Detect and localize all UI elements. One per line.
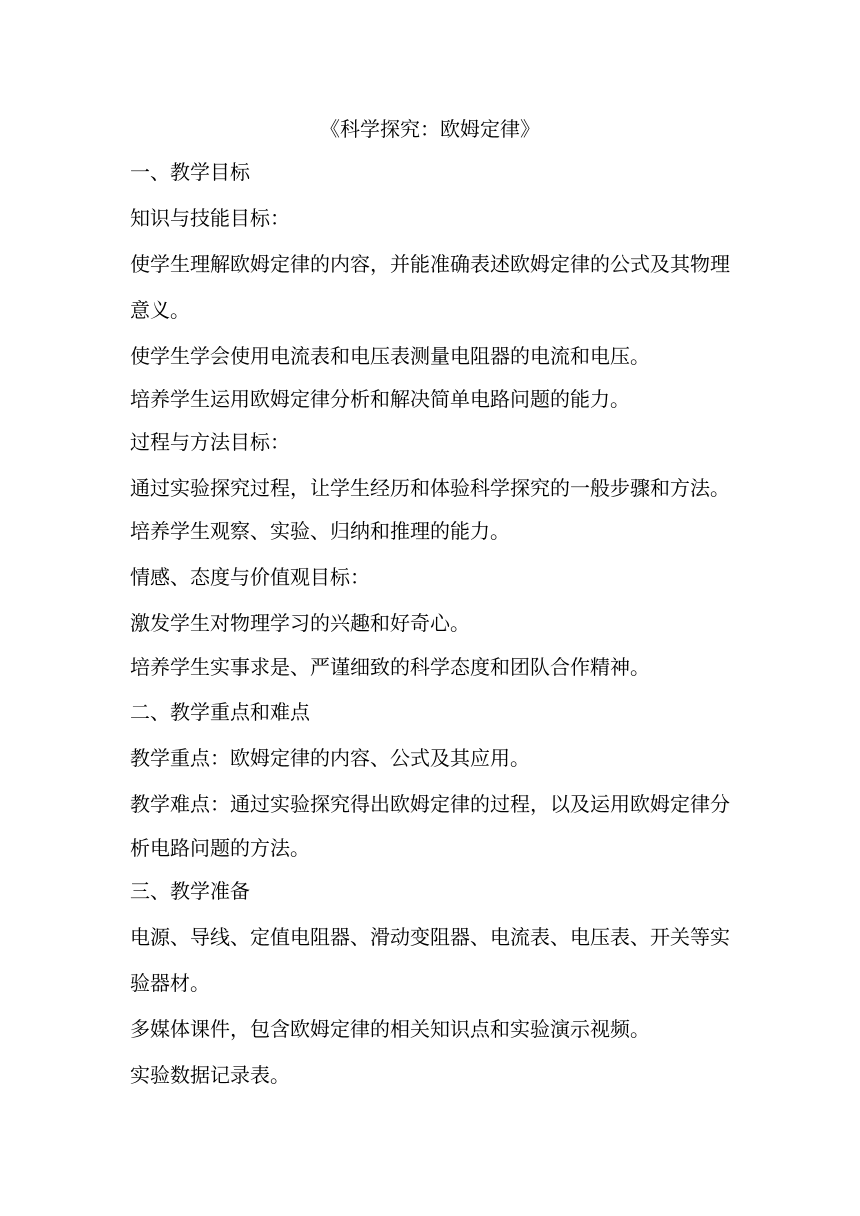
paragraph-line: 培养学生观察、实验、归纳和推理的能力。 (130, 519, 510, 543)
paragraph-line: 激发学生对物理学习的兴趣和好奇心。 (130, 611, 470, 635)
paragraph-line: 实验数据记录表。 (130, 1063, 290, 1087)
paragraph-line: 培养学生实事求是、严谨细致的科学态度和团队合作精神。 (130, 655, 650, 679)
paragraph-line: 意义。 (130, 298, 190, 322)
paragraph-line: 析电路问题的方法。 (130, 836, 310, 860)
paragraph-line: 教学难点：通过实验探究得出欧姆定律的过程，以及运用欧姆定律分 (130, 792, 730, 816)
paragraph-line: 多媒体课件，包含欧姆定律的相关知识点和实验演示视频。 (130, 1017, 650, 1041)
paragraph-line: 验器材。 (130, 971, 210, 995)
paragraph-line: 使学生理解欧姆定律的内容，并能准确表述欧姆定律的公式及其物理 (130, 252, 730, 276)
section-heading-preparation: 三、教学准备 (130, 879, 250, 903)
document-title: 《科学探究：欧姆定律》 (320, 117, 540, 141)
subheading-attitudes-values: 情感、态度与价值观目标： (130, 565, 370, 589)
subheading-process-methods: 过程与方法目标： (130, 430, 290, 454)
subheading-knowledge-skills: 知识与技能目标： (130, 206, 290, 230)
paragraph-line: 通过实验探究过程，让学生经历和体验科学探究的一般步骤和方法。 (130, 476, 730, 500)
paragraph-line: 使学生学会使用电流表和电压表测量电阻器的电流和电压。 (130, 344, 650, 368)
paragraph-line: 教学重点：欧姆定律的内容、公式及其应用。 (130, 746, 530, 770)
paragraph-line: 电源、导线、定值电阻器、滑动变阻器、电流表、电压表、开关等实 (130, 925, 730, 949)
section-heading-key-points: 二、教学重点和难点 (130, 700, 310, 724)
section-heading-objectives: 一、教学目标 (130, 160, 250, 184)
paragraph-line: 培养学生运用欧姆定律分析和解决简单电路问题的能力。 (130, 387, 630, 411)
